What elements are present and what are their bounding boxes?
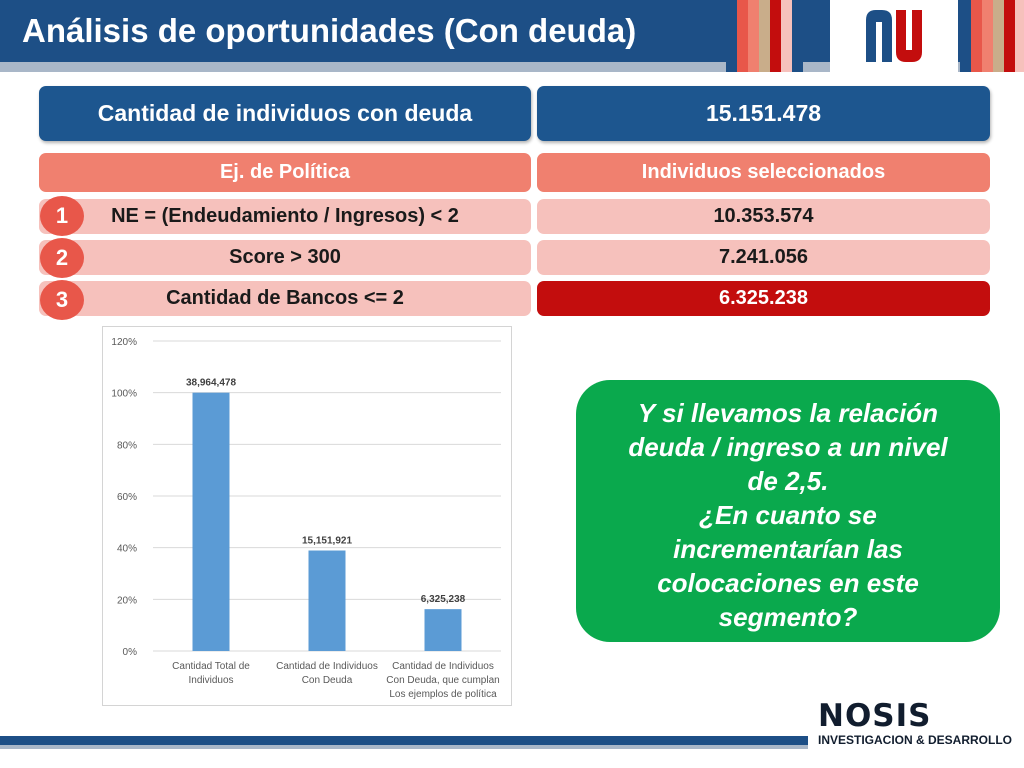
callout-line-3: de 2,5.: [747, 466, 829, 496]
question-callout: [576, 380, 1000, 642]
bar: [425, 609, 462, 651]
header-stripes-right: [960, 0, 1024, 72]
header-stripe: [1004, 0, 1015, 72]
header-stripe: [960, 0, 971, 72]
footer-line: [0, 736, 808, 745]
header-stripe: [993, 0, 1004, 72]
header-stripe: [1015, 0, 1024, 72]
selected-row-3: 6.325.238: [537, 281, 990, 316]
callout-line-2: deuda / ingreso a un nivel: [628, 432, 948, 462]
data-label: 38,964,478: [185, 377, 237, 389]
header-stripes-left: [726, 0, 803, 72]
x-tick-label: Con Deuda: [301, 675, 353, 686]
policy-row-1: NE = (Endeudamiento / Ingresos) < 2: [39, 199, 531, 234]
bar: [193, 393, 230, 651]
selected-row-2: 7.241.056: [537, 240, 990, 275]
bar: [309, 551, 346, 651]
y-tick-label: 100%: [111, 388, 137, 400]
callout-line-5: incrementarían las: [673, 534, 903, 564]
x-tick-label: Cantidad Total de: [172, 661, 250, 672]
policy-row-3: Cantidad de Bancos <= 2: [39, 281, 531, 316]
y-tick-label: 80%: [116, 440, 137, 452]
nosis-logo: NOSIS: [818, 698, 932, 734]
y-tick-label: 40%: [116, 543, 137, 555]
header-stripe: [971, 0, 982, 72]
row-number-1: 1: [40, 196, 84, 236]
header-stripe: [759, 0, 770, 72]
bar-chart: [102, 326, 512, 706]
header-stripe: [792, 0, 803, 72]
page-title: Análisis de oportunidades (Con deuda): [22, 12, 637, 49]
header-stripe: [982, 0, 993, 72]
x-tick-label: Cantidad de Individuos: [276, 661, 378, 672]
chart-svg: [103, 327, 511, 705]
footer-line-secondary: [0, 745, 808, 749]
callout-line-7: segmento?: [718, 602, 858, 632]
header-stripe: [748, 0, 759, 72]
policy-row-2: Score > 300: [39, 240, 531, 275]
logo-box: [830, 0, 958, 72]
callout-line-4: ¿En cuanto se: [699, 500, 877, 530]
row-number-2: 2: [40, 238, 84, 278]
y-tick-label: 0%: [122, 647, 137, 658]
x-tick-label: Cantidad de Individuos: [392, 661, 494, 672]
header-stripe: [770, 0, 781, 72]
summary-label: Cantidad de individuos con deuda: [39, 86, 531, 141]
header-stripe: [726, 0, 737, 72]
col-header-selected: Individuos seleccionados: [537, 153, 990, 192]
y-tick-label: 60%: [116, 492, 137, 503]
callout-line-1: Y si llevamos la relación: [637, 398, 939, 428]
x-tick-label: Los ejemplos de política: [389, 689, 497, 700]
row-number-3: 3: [40, 280, 84, 320]
y-tick-label: 120%: [111, 337, 137, 348]
nu-logo-icon: [830, 0, 958, 72]
header-stripe: [781, 0, 792, 72]
header-stripe: [737, 0, 748, 72]
col-header-policy: Ej. de Política: [39, 153, 531, 192]
data-label: 6,325,238: [420, 594, 466, 606]
x-tick-label: Individuos: [188, 675, 234, 686]
selected-row-1: 10.353.574: [537, 199, 990, 234]
callout-line-6: colocaciones en este: [657, 568, 919, 598]
x-tick-label: Con Deuda, que cumplan: [386, 675, 500, 686]
y-tick-label: 20%: [116, 595, 137, 607]
nosis-subtitle: INVESTIGACION & DESARROLLO: [818, 733, 1013, 747]
data-label: 15,151,921: [301, 535, 353, 547]
summary-value: 15.151.478: [537, 86, 990, 141]
